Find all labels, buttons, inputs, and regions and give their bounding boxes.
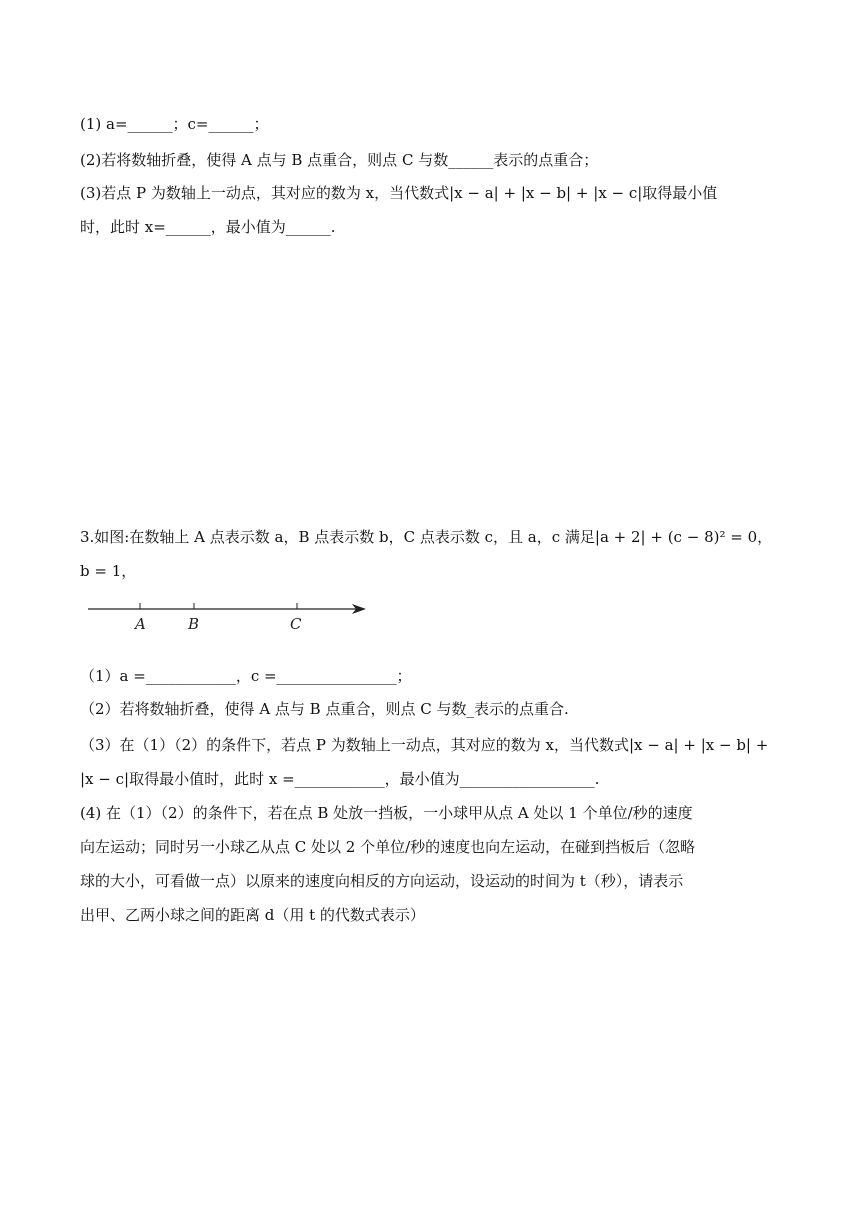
q2-part3-line2: 时，此时 x=______，最小值为______. (80, 218, 336, 236)
q3-part4-line4: 出甲、乙两小球之间的距离 d（用 t 的代数式表示） (80, 906, 425, 924)
q2-part3-line1: (3)若点 P 为数轴上一动点，其对应的数为 x，当代数式|x − a| + |x − b| + |x − c|取得最小值 (80, 184, 718, 202)
label-B: B (188, 615, 200, 633)
q3-part1: （1）a =____________，c =________________； (80, 667, 412, 685)
number-line-figure (86, 598, 376, 638)
q2-part1: (1) a=______；c=______； (80, 115, 269, 133)
q3-part4-line3: 球的大小，可看做一点）以原来的速度向相反的方向运动，设运动的时间为 t（秒），请表示 (80, 872, 684, 890)
label-A: A (135, 615, 146, 633)
q3-part2: （2）若将数轴折叠，使得 A 点与 B 点重合，则点 C 与数_表示的点重合. (80, 700, 569, 718)
q3-part3-line2: |x − c|取得最小值时，此时 x =____________，最小值为__________________. (80, 770, 600, 788)
q3-intro-line1: 3.如图:在数轴上 A 点表示数 a，B 点表示数 b，C 点表示数 c，且 a，c 满足|a + 2| + (c − 8)² = 0， (80, 528, 773, 546)
label-C: C (290, 615, 302, 633)
q3-part3-line1: （3）在（1）（2）的条件下，若点 P 为数轴上一动点，其对应的数为 x，当代数式|x − a| + |x − b| + (80, 736, 769, 754)
q3-part4-line1: (4) 在（1）（2）的条件下，若在点 B 处放一挡板，一小球甲从点 A 处以 1 个单位/秒的速度 (80, 804, 693, 822)
q3-intro-line2: b = 1， (80, 562, 137, 580)
q3-part4-line2: 向左运动；同时另一小球乙从点 C 处以 2 个单位/秒的速度也向左运动，在碰到挡板后（忽略 (80, 838, 696, 856)
q2-part2: (2)若将数轴折叠，使得 A 点与 B 点重合，则点 C 与数______表示的点重合； (80, 151, 599, 169)
